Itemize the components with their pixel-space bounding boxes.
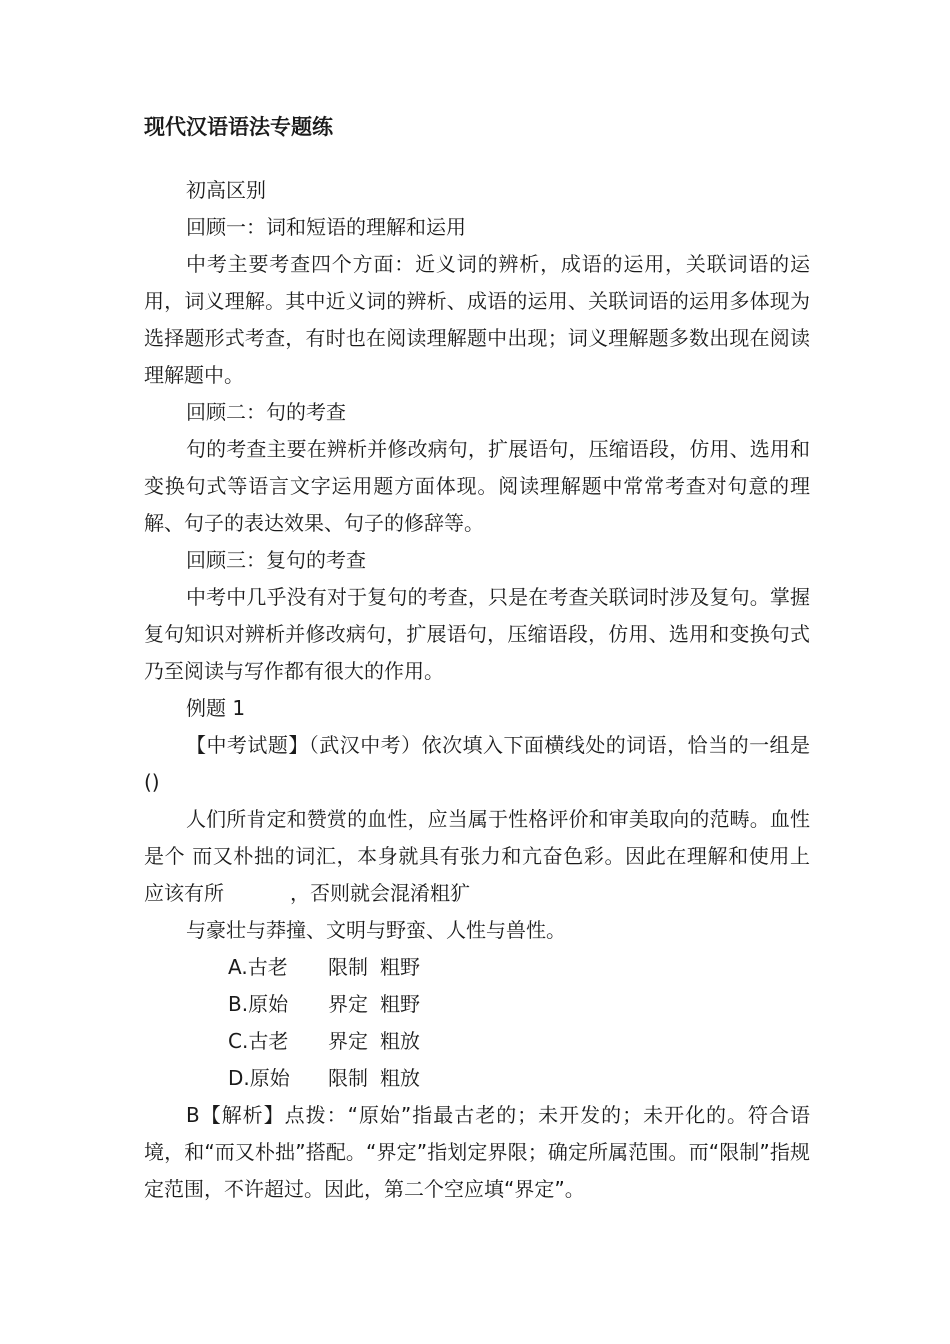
option-d-word-3: 粗放 [380,1066,420,1090]
document-body [144,172,810,1208]
option-b [144,986,810,1023]
option-b-word-3: 粗野 [380,992,420,1016]
option-a [144,949,810,986]
question-stem: 【中考试题】（武汉中考）依次填入下面横线处的词语，恰当的一组是() [144,733,810,794]
question-passage-tail: ，否则就会混淆粗犷 [290,881,470,905]
option-d-word-2: 限制 [328,1066,368,1090]
option-a-word-2: 限制 [328,955,368,979]
option-c-word-1: C.古老 [228,1029,289,1053]
question-passage [144,801,810,912]
option-d [144,1060,810,1097]
example-heading: 例题 1 [186,696,246,720]
question-passage-continued: 与豪壮与莽撞、文明与野蛮、人性与兽性。 [186,918,566,942]
document-title: 现代汉语语法专题练 [144,115,333,139]
option-a-word-1: A.古老 [228,955,288,979]
review-paragraph-1: 中考主要考查四个方面：近义词的辨析，成语的运用，关联词语的运用，词义理解。其中近义词的辨析、成语的运用、关联词语的运用多体现为选择题形式考查，有时也在阅读理解题中出现；词义理解题多数出现在阅读理解题中。 [144,252,810,387]
answer-analysis: B【解析】点拨：“原始”指最古老的；未开发的；未开化的。符合语境，和“而又朴拙”搭配。“界定”指划定界限；确定所属范围。而“限制”指规定范围，不许超过。因此，第二个空应填“界定”。 [144,1103,810,1201]
section-heading: 初高区别 [186,178,266,202]
option-a-word-3: 粗野 [380,955,420,979]
option-b-word-2: 界定 [328,992,368,1016]
question-passage-text: 人们所肯定和赞赏的血性，应当属于性格评价和审美取向的范畴。血性是个 而又朴拙的词汇，本身就具有张力和亢奋色彩。因此在理解和使用上应该有所 [144,807,810,905]
option-b-word-1: B.原始 [228,992,289,1016]
option-c [144,1023,810,1060]
review-paragraph-2: 句的考查主要在辨析并修改病句，扩展语句，压缩语段，仿用、选用和变换句式等语言文字运用题方面体现。阅读理解题中常常考查对句意的理解、句子的表达效果、句子的修辞等。 [144,437,810,535]
option-c-word-2: 界定 [328,1029,368,1053]
review-paragraph-3: 中考中几乎没有对于复句的考查，只是在考查关联词时涉及复句。掌握复句知识对辨析并修改病句，扩展语句，压缩语段，仿用、选用和变换句式乃至阅读与写作都有很大的作用。 [144,585,810,683]
option-c-word-3: 粗放 [380,1029,420,1053]
review-heading-2: 回顾二：句的考查 [186,400,346,424]
review-heading-1: 回顾一：词和短语的理解和运用 [186,215,466,239]
review-heading-3: 回顾三：复句的考查 [186,548,366,572]
option-d-word-1: D.原始 [228,1066,290,1090]
